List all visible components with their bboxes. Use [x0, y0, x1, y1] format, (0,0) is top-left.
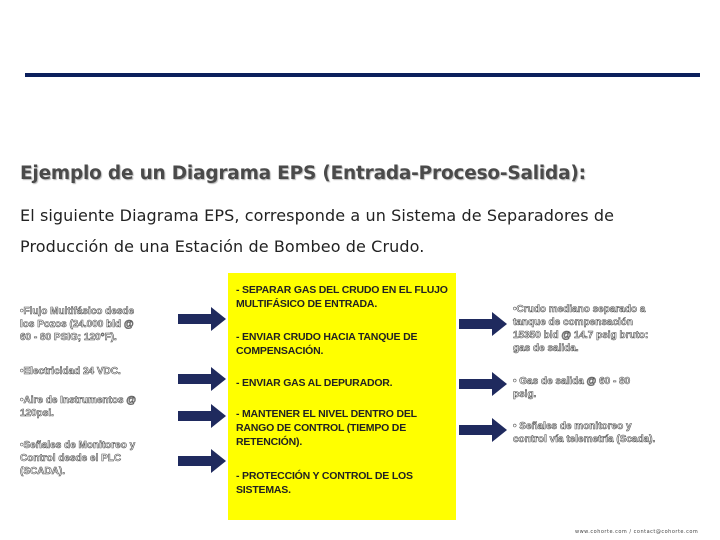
input-item: •Señales de Monitoreo y Control desde el PLC (SCADA).: [20, 440, 136, 477]
arrow-right-icon: [178, 366, 228, 392]
arrow-right-icon: [459, 417, 509, 443]
process-item: - SEPARAR GAS DEL CRUDO EN EL FLUJO MULTIFÁSICO DE ENTRADA.: [236, 284, 448, 310]
process-item: - ENVIAR CRUDO HACIA TANQUE DE COMPENSACIÓN.: [236, 331, 418, 357]
arrow-right-icon: [459, 371, 509, 397]
process-item: - PROTECCIÓN Y CONTROL DE LOS SISTEMAS.: [236, 470, 413, 496]
output-item: • Señales de monitoreo y control vía telemetría (Scada).: [513, 421, 656, 445]
arrow-right-icon: [178, 306, 228, 332]
slide-title: Ejemplo de un Diagrama EPS (Entrada-Proceso-Salida):: [20, 163, 586, 184]
process-item: - ENVIAR GAS AL DEPURADOR.: [236, 377, 393, 389]
input-item: •Electricidad 24 VDC.: [20, 366, 121, 377]
input-item: •Flujo Multifásico desde los Pozos (24.000 bld @ 60 - 80 PSIG; 120°F).: [20, 306, 135, 343]
intro-paragraph: El siguiente Diagrama EPS, corresponde a un Sistema de Separadores de Producción de una Estación de Bombeo de Crudo.: [20, 206, 615, 256]
footer-contact: www.cohorte.com / contact@cohorte.com: [575, 529, 699, 535]
output-item: •Crudo mediano separado a tanque de compensación 15350 bld @ 14.7 psig bruto: gas de salida.: [513, 304, 649, 354]
arrow-right-icon: [459, 311, 509, 337]
header-rule: [25, 73, 700, 77]
input-item: •Aire de Instrumentos @ 120psi.: [20, 395, 137, 419]
arrow-right-icon: [178, 403, 228, 429]
output-item: • Gas de salida @ 60 - 80 psig.: [513, 376, 631, 400]
arrow-right-icon: [178, 448, 228, 474]
process-item: - MANTENER EL NIVEL DENTRO DEL RANGO DE CONTROL (TIEMPO DE RETENCIÓN).: [236, 408, 417, 448]
